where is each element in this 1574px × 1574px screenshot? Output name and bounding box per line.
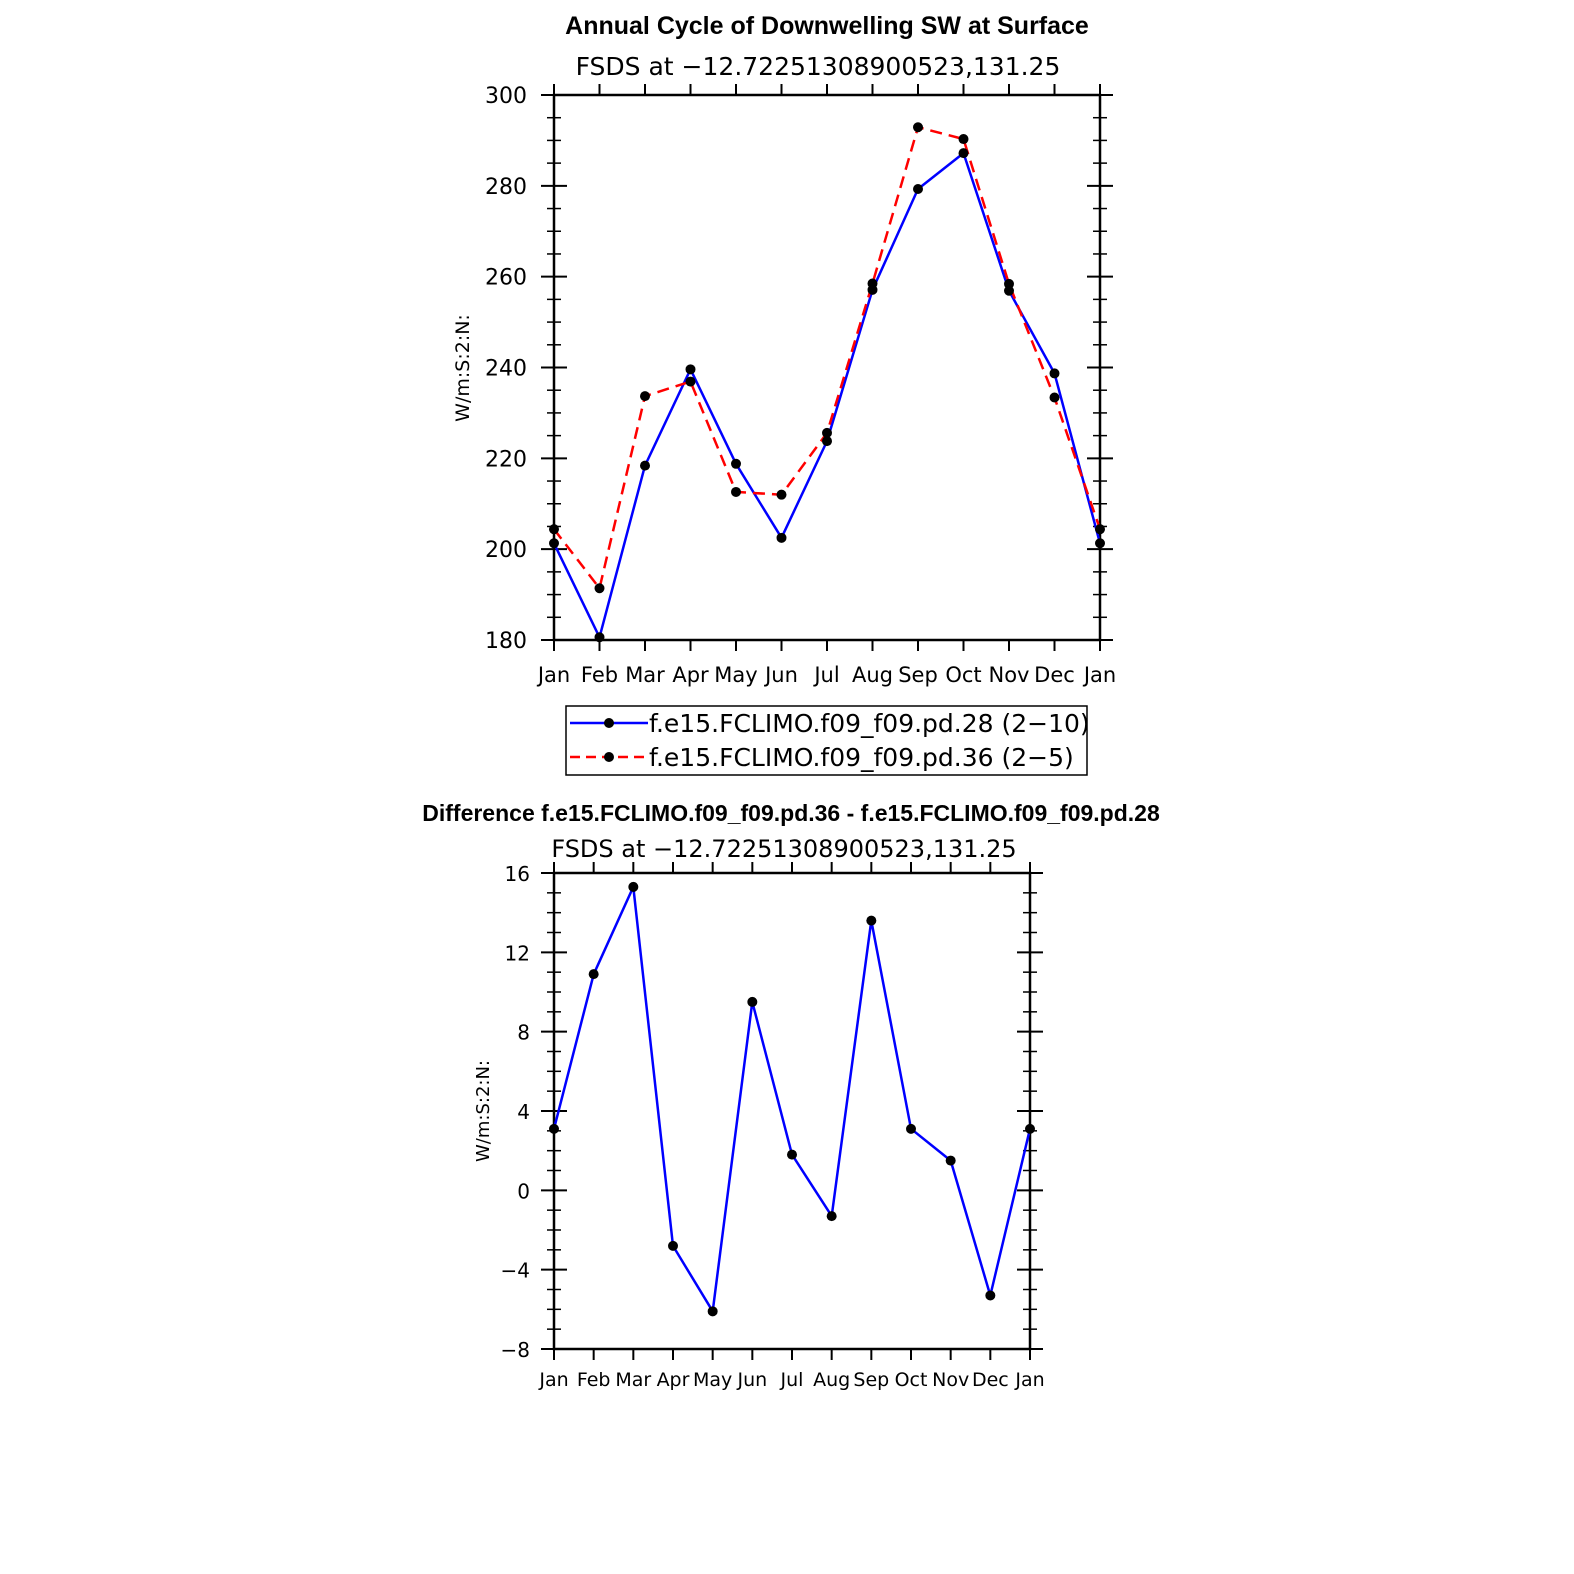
data-point — [959, 134, 969, 144]
y-tick-label: −8 — [500, 1338, 530, 1362]
chart2-title: Difference f.e15.FCLIMO.f09_f09.pd.36 - f.e15.FCLIMO.f09_f09.pd.28 — [422, 800, 1160, 826]
difference-chart — [422, 800, 1160, 1391]
chart2-ylabel: W/m:S:2:N: — [473, 1060, 494, 1162]
chart1-legend — [566, 706, 1090, 775]
data-point — [946, 1156, 956, 1166]
data-point — [686, 377, 696, 387]
y-tick-label: 260 — [485, 265, 527, 291]
x-tick-label: Nov — [932, 1369, 970, 1391]
data-point — [595, 632, 605, 642]
legend-marker-series2 — [604, 752, 614, 762]
x-tick-label: Jan — [539, 1369, 569, 1391]
data-point — [959, 148, 969, 158]
x-tick-label: May — [693, 1369, 733, 1391]
y-tick-label: 12 — [504, 941, 530, 966]
data-point — [731, 459, 741, 469]
data-point — [777, 533, 787, 543]
chart2-series-lines — [554, 887, 1030, 1311]
chart2-markers — [549, 882, 1035, 1316]
data-point — [1050, 392, 1060, 402]
x-tick-label: Oct — [894, 1369, 928, 1391]
data-point — [913, 122, 923, 132]
x-tick-label: Apr — [672, 663, 709, 687]
x-tick-label: May — [714, 663, 758, 687]
x-tick-label: Nov — [988, 663, 1030, 687]
x-tick-label: Jun — [765, 663, 798, 687]
series-line-1 — [554, 887, 1030, 1311]
x-tick-label: Oct — [945, 663, 982, 687]
chart2-subtitle: FSDS at −12.72251308900523,131.25 — [551, 835, 1017, 863]
x-tick-label: Feb — [576, 1369, 611, 1391]
x-tick-label: Feb — [580, 663, 619, 687]
data-point — [822, 428, 832, 438]
data-point — [787, 1150, 797, 1160]
series-line-1 — [554, 153, 1100, 637]
data-point — [628, 882, 638, 892]
chart1-series-lines — [554, 127, 1100, 637]
annual-cycle-chart — [452, 12, 1116, 775]
x-tick-label: Jan — [537, 663, 571, 687]
series-line-2 — [554, 127, 1100, 588]
x-tick-label: Dec — [1034, 663, 1075, 687]
x-tick-label: Dec — [971, 1369, 1009, 1391]
data-point — [549, 1124, 559, 1134]
data-point — [686, 364, 696, 374]
x-tick-label: Sep — [853, 1369, 890, 1391]
y-tick-label: 220 — [485, 447, 527, 473]
data-point — [1095, 538, 1105, 548]
y-tick-label: 16 — [504, 862, 530, 886]
data-point — [1095, 524, 1105, 534]
y-tick-label: 300 — [485, 84, 527, 109]
data-point — [906, 1124, 916, 1134]
plot-frame — [554, 95, 1100, 640]
data-point — [549, 538, 559, 548]
y-tick-label: 4 — [517, 1100, 530, 1124]
data-point — [708, 1306, 718, 1316]
data-point — [866, 916, 876, 926]
legend-label-series2: f.e15.FCLIMO.f09_f09.pd.36 (2−5) — [649, 743, 1074, 772]
data-point — [1004, 279, 1014, 289]
x-tick-label: Sep — [898, 663, 938, 687]
chart1-subtitle: FSDS at −12.72251308900523,131.25 — [575, 52, 1061, 81]
data-point — [640, 461, 650, 471]
y-tick-label: 240 — [485, 356, 527, 382]
y-tick-label: 0 — [517, 1179, 530, 1204]
legend-marker-series1 — [604, 718, 614, 728]
x-tick-label: Aug — [813, 1369, 851, 1391]
data-point — [1025, 1124, 1035, 1134]
data-point — [640, 391, 650, 401]
x-tick-label: Jul — [780, 1369, 804, 1391]
data-point — [868, 278, 878, 288]
x-tick-label: Mar — [625, 663, 665, 687]
x-tick-label: Jun — [737, 1369, 768, 1391]
chart1-ylabel: W/m:S:2:N: — [452, 314, 474, 422]
data-point — [913, 184, 923, 194]
data-point — [777, 490, 787, 500]
chart1-markers — [549, 122, 1105, 642]
x-tick-label: Apr — [656, 1369, 690, 1391]
x-tick-label: Jan — [1015, 1369, 1045, 1391]
y-tick-label: 8 — [517, 1020, 530, 1045]
data-point — [731, 487, 741, 497]
x-tick-label: Jul — [814, 663, 840, 687]
data-point — [985, 1290, 995, 1300]
y-tick-label: 200 — [485, 538, 527, 564]
data-point — [1050, 368, 1060, 378]
plot-frame — [554, 873, 1030, 1349]
data-point — [549, 524, 559, 534]
data-point — [747, 997, 757, 1007]
chart2-axes — [501, 862, 1045, 1391]
chart1-title: Annual Cycle of Downwelling SW at Surface — [565, 12, 1089, 40]
data-point — [595, 583, 605, 593]
x-tick-label: Jan — [1083, 663, 1117, 687]
x-tick-label: Aug — [851, 663, 894, 687]
data-point — [589, 969, 599, 979]
x-tick-label: Mar — [615, 1369, 652, 1391]
y-tick-label: −4 — [500, 1258, 530, 1283]
data-point — [668, 1241, 678, 1251]
legend-label-series1: f.e15.FCLIMO.f09_f09.pd.28 (2−10) — [649, 709, 1090, 738]
data-point — [827, 1211, 837, 1221]
y-tick-label: 280 — [485, 174, 527, 200]
y-tick-label: 180 — [485, 629, 527, 654]
